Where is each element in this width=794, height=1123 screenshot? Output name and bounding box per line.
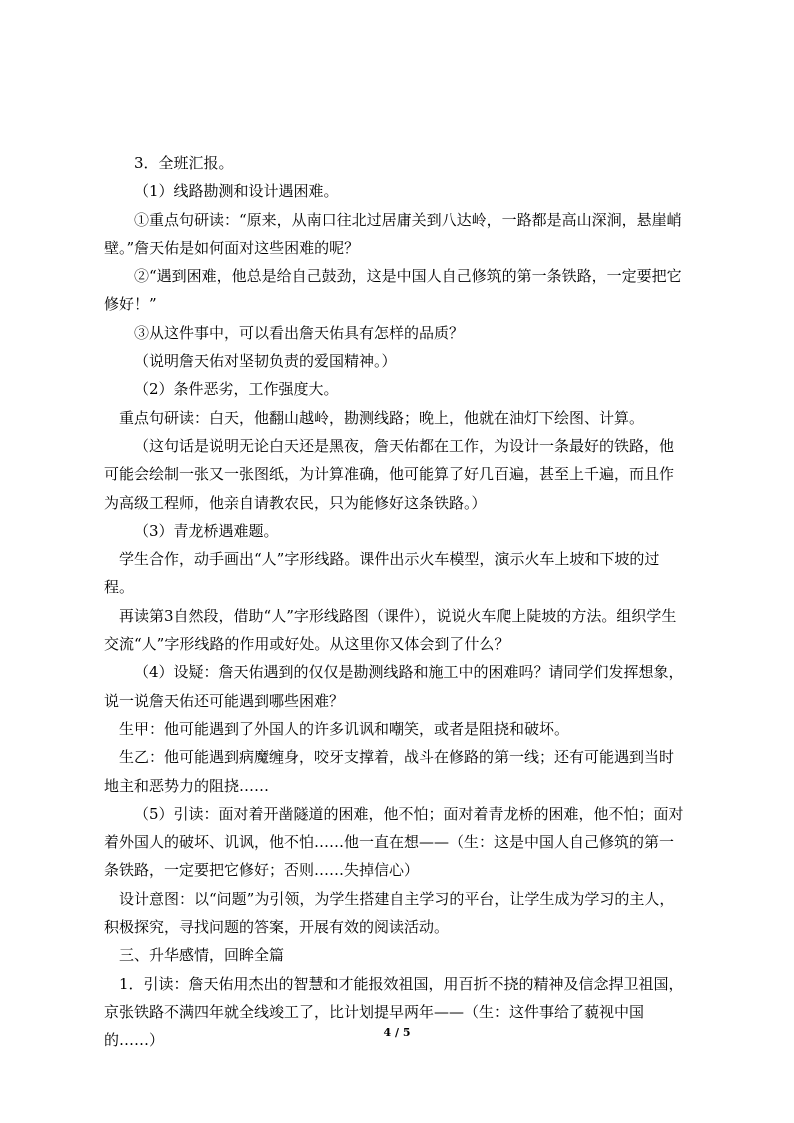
section-heading-3: 三、升华感情，回眸全篇: [119, 946, 285, 965]
document-body: [104, 149, 688, 1055]
paragraph-5: ③从这件事中，可以看出詹天佑具有怎样的品质？: [134, 323, 465, 342]
paragraph-1: 3．全班汇报。: [134, 154, 234, 172]
paragraph-11: 学生合作，动手画出“人”字形线路。课件出示火车模型，演示火车上坡和下坡的过程。: [104, 550, 660, 597]
paragraph-9: （这句话是说明无论白天还是黑夜，詹天佑都在工作，为设计一条最好的铁路，他可能会绘制一张又一张图纸，为计算准确，他可能算了好几百遍，甚至上千遍，而且作为高级工程师，他亲自请教农民，只为能修好这条铁路。）: [104, 436, 675, 512]
paragraph-15: 生乙：他可能遇到病魔缠身，咬牙支撑着，战斗在修路的第一线；还有可能遇到当时地主和恶势力的阻挠……: [104, 748, 675, 795]
paragraph-13: （4）设疑：詹天佑遇到的仅仅是勘测线路和施工中的困难吗？请同学们发挥想象，说一说詹天佑还可能遇到哪些困难？: [104, 663, 684, 710]
paragraph-7: （2）条件恶劣，工作强度大。: [134, 380, 339, 399]
paragraph-19: 1．引读：詹天佑用杰出的智慧和才能报效祖国，用百折不挠的精神及信念捍卫祖国，京张铁路不满四年就全线竣工了，比计划提早两年——（生：这件事给了藐视中国的……）: [104, 974, 684, 1050]
paragraph-3: ①重点句研读：“原来，从南口往北过居庸关到八达岭，一路都是高山深涧，悬崖峭壁。”詹天佑是如何面对这些困难的呢？: [104, 210, 682, 257]
paragraph-12: 再读第3自然段，借助“人”字形线路图（课件），说说火车爬上陡坡的方法。组织学生交流“人”字形线路的作用或好处。从这里你又体会到了什么？: [104, 606, 677, 654]
paragraph-4: ②“遇到困难，他总是给自己鼓劲，这是中国人自己修筑的第一条铁路，一定要把它修好！”: [104, 267, 682, 314]
page-number: 4 / 5: [383, 1026, 411, 1039]
paragraph-14: 生甲：他可能遇到了外国人的许多讥讽和嘲笑，或者是阻挠和破坏。: [119, 719, 570, 738]
paragraph-8: 重点句研读：白天，他翻山越岭，勘测线路；晚上，他就在油灯下绘图、计算。: [119, 408, 645, 427]
paragraph-16: （5）引读：面对着开凿隧道的困难，他不怕；面对着青龙桥的困难，他不怕；面对着外国人的破坏、讥讽，他不怕……他一直在想——（生：这是中国人自己修筑的第一条铁路，一定要把它修好；否则……失掉信心）: [104, 804, 684, 880]
paragraph-2: （1）线路勘测和设计遇困难。: [134, 182, 339, 201]
paragraph-6: （说明詹天佑对坚韧负责的爱国精神。）: [134, 352, 397, 371]
paragraph-10: （3）青龙桥遇难题。: [134, 521, 279, 540]
paragraph-17: 设计意图：以“问题”为引领，为学生搭建自主学习的平台，让学生成为学习的主人，积极探究，寻找问题的答案，开展有效的阅读活动。: [104, 889, 675, 937]
